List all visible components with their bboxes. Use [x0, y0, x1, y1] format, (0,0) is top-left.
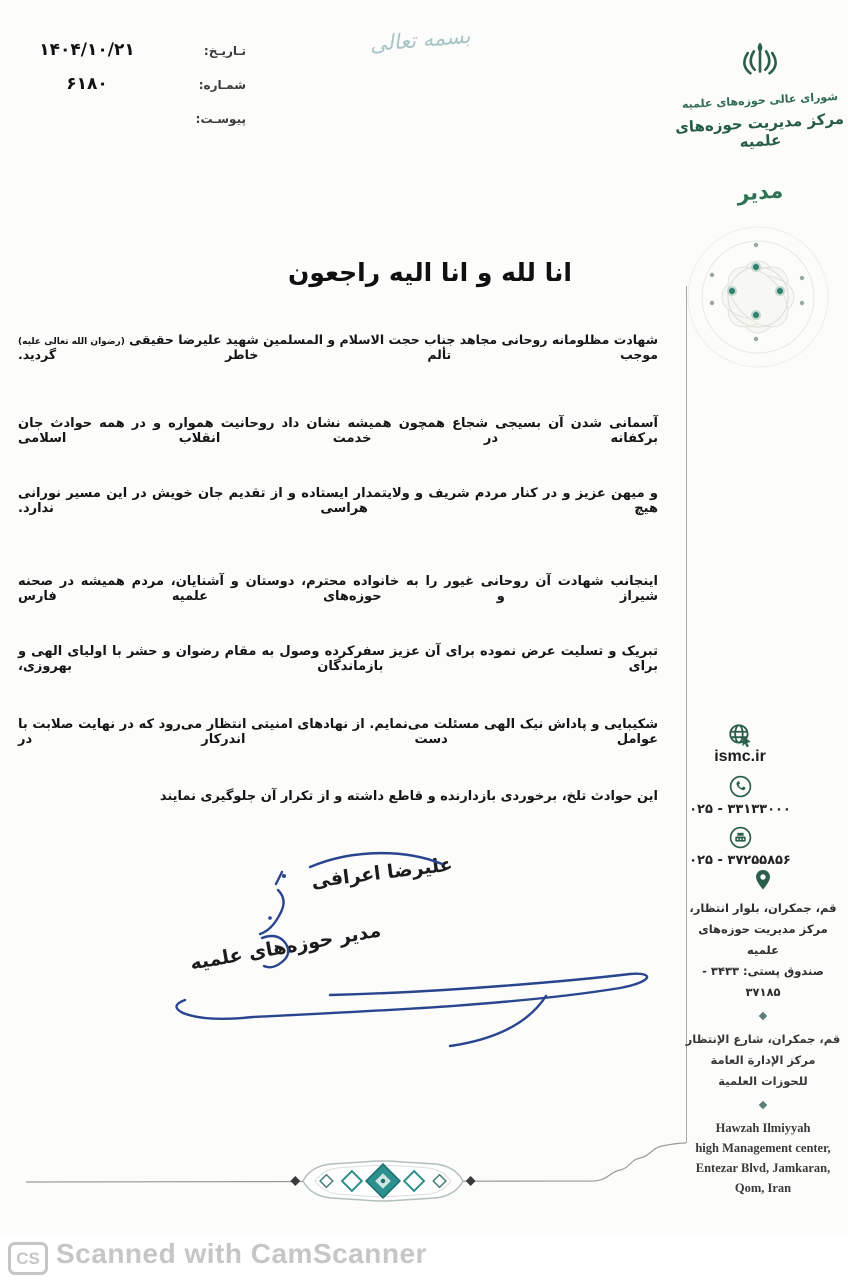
- body-line-7: این حوادث تلخ، برخوردی بازدارنده و قاطع داشته و از تکرار آن جلوگیری نمایند: [159, 789, 658, 804]
- role-word: مدیر: [736, 178, 784, 206]
- diamond-separator: [759, 1012, 767, 1020]
- ornamental-medallion: [678, 216, 838, 378]
- phone-number: ۳۳۱۳۳۰۰۰ - ۰۲۵: [689, 802, 791, 817]
- camscanner-watermark-text: Scanned with CamScanner: [56, 1238, 427, 1269]
- diamond-separator: [759, 1101, 767, 1109]
- org-letterhead: [672, 38, 848, 150]
- body-line-1-text: شهادت مظلومانه روحانی مجاهد جناب حجت الاسلام و المسلمین شهید علیرضا حقیقی: [129, 332, 658, 347]
- bottom-ornamental-rule: [18, 1130, 708, 1205]
- address-arabic: [684, 1029, 842, 1092]
- contact-block: [660, 714, 820, 868]
- address-ar-line: قم، جمکران، شارع الإنتظار: [685, 1032, 841, 1046]
- globe-icon: [660, 722, 820, 748]
- address-fa-line: صندوق پستی: ۳۴۳۳ - ۳۷۱۸۵: [702, 964, 824, 999]
- org-center-line: مرکز مدیریت حوزه‌های علمیه: [674, 109, 845, 152]
- letter-heading: انا لله و انا الیه راجعون: [288, 258, 572, 287]
- fax-number: ۳۷۲۵۵۸۵۶ - ۰۲۵: [689, 853, 791, 868]
- attachment-label: پیوسـت:: [195, 112, 246, 126]
- phone-icon: [660, 774, 820, 800]
- date-label: تـاریـخ:: [203, 44, 246, 58]
- letter-meta-block: [6, 40, 256, 142]
- number-value: ۶۱۸۰: [66, 74, 108, 94]
- body-line-2: آسمانی شدن آن بسیجی شجاع همچون همیشه نشان داد روحانیت همواره و در همه حوادث جان برکفانه در خدمت انقلاب اسلامی: [18, 416, 658, 446]
- address-en-line: Qom, Iran: [734, 1181, 792, 1195]
- handwritten-signature-ink: [150, 840, 680, 1060]
- body-line-5: تبریک و تسلیت عرض نموده برای آن عزیز سفرکرده وصول به مقام رضوان و حشر با اولیای الهی و برای بازماندگان بهروزی،: [18, 644, 658, 674]
- signature-name: علیرضا اعرافی: [310, 853, 454, 893]
- date-value: ۱۴۰۴/۱۰/۲۱: [39, 40, 135, 60]
- meta-number-row: [6, 74, 256, 108]
- address-persian: [684, 898, 842, 1003]
- body-line-3: و میهن عزیز و در کنار مردم شریف و ولایتمدار ایستاده و از تقدیم جان خویش در این مسیر نورانی هیچ هراسی ندارد.: [18, 486, 658, 516]
- address-en-line: Entezar Blvd, Jamkaran,: [695, 1161, 831, 1175]
- address-fa-line: مرکز مدیریت حوزه‌های علمیه: [698, 922, 828, 957]
- body-line-6: شکیبایی و پاداش نیک الهی مسئلت می‌نمایم. از نهادهای امنیتی انتظار می‌رود که در نهایت صلابت با عوامل دست اندرکار در: [18, 717, 658, 747]
- meta-date-row: [6, 40, 256, 74]
- bismillah-calligraphy: بسمه تعالی: [368, 23, 472, 57]
- iran-allah-emblem-icon: [739, 38, 781, 88]
- address-fa-line: قم، جمکران، بلوار انتظار،: [689, 901, 837, 915]
- signature-title: مدیر حوزه‌های علمیه: [188, 919, 383, 975]
- body-line-1: [18, 332, 658, 362]
- body-line-4: اینجانب شهادت آن روحانی غیور را به خانواده محترم، دوستان و آشنایان، مردم همیشه در صحنه شیراز و حوزه‌های علمیه فارس: [18, 574, 658, 604]
- address-en-line: high Management center,: [695, 1141, 831, 1155]
- website-url: ismc.ir: [714, 748, 766, 765]
- body-line-1-text-end: موجب تألم خاطر گردید.: [18, 347, 658, 362]
- number-label: شمـاره:: [198, 78, 246, 92]
- body-line-1-parenthetical: (رضوان الله تعالی علیه): [18, 337, 125, 347]
- address-ar-line: للحوزات العلمیة: [718, 1074, 808, 1088]
- address-ar-line: مرکز الإدارة العامة: [710, 1053, 816, 1067]
- meta-attachment-row: [6, 108, 256, 142]
- camscanner-badge: CS: [8, 1242, 48, 1275]
- location-pin-icon: [684, 868, 842, 898]
- address-en-line: Hawzah Ilmiyyah: [715, 1121, 811, 1135]
- org-council-line: شورای عالی حوزه‌های علمیه: [681, 89, 839, 112]
- fax-icon: [660, 825, 820, 851]
